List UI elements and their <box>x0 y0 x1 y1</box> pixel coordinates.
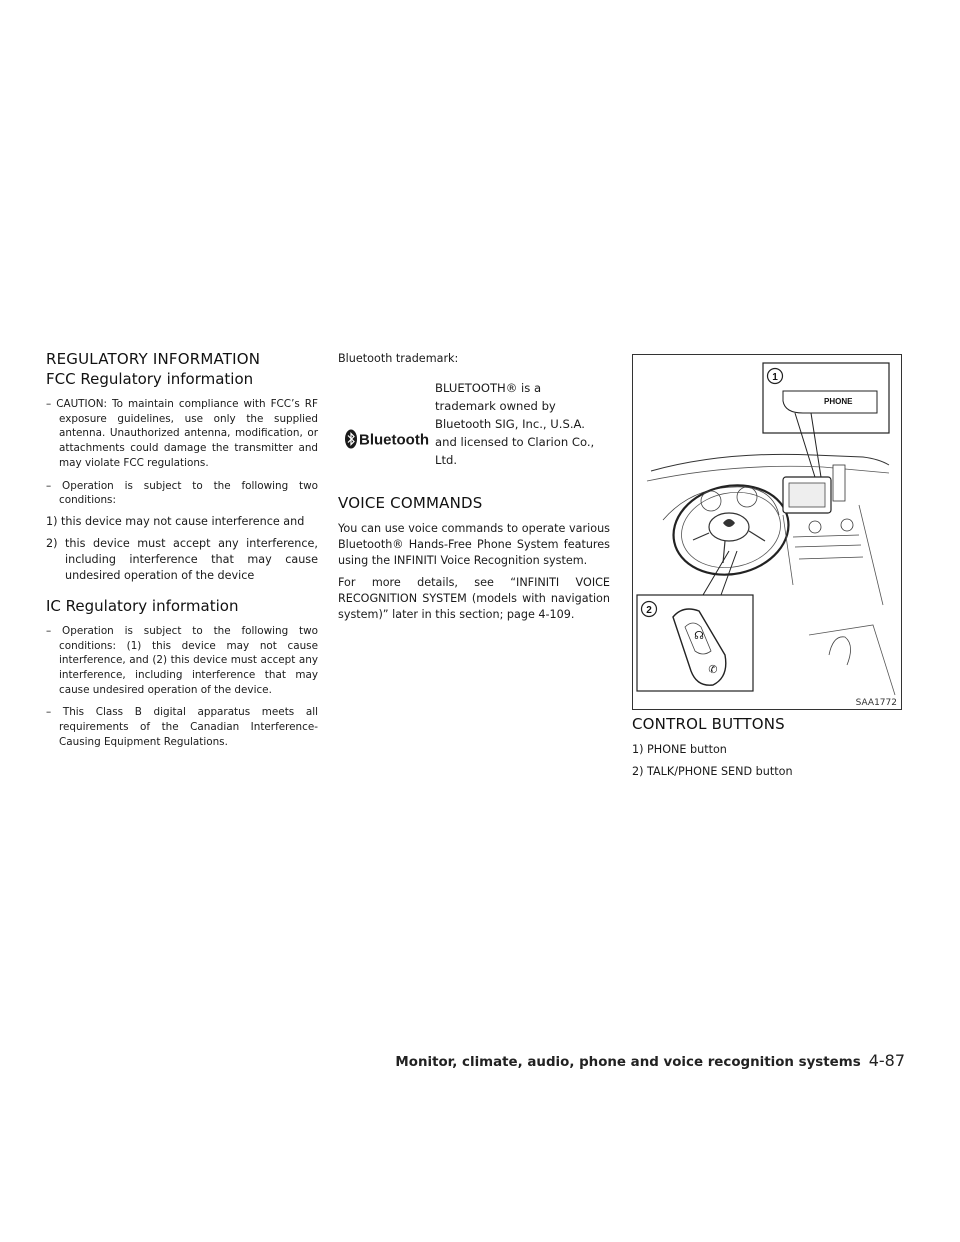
phone-button-label: PHONE <box>824 397 853 406</box>
page-number: 4-87 <box>868 1051 905 1070</box>
callout-1-number: 1 <box>772 372 778 383</box>
control-buttons-figure <box>632 354 902 710</box>
fcc-condition-2: 2) this device must accept any interference, including interference that may cause undesired operation of the device <box>46 536 318 582</box>
page-footer <box>395 1051 905 1070</box>
bluetooth-logo-icon <box>344 429 430 449</box>
voice-commands-reference: For more details, see “INFINITI VOICE RECOGNITION SYSTEM (models with navigation system)” later in this section; page 4-109. <box>338 576 610 621</box>
control-button-item-2: 2) TALK/PHONE SEND button <box>632 765 793 778</box>
bluetooth-intro: Bluetooth trademark: <box>338 352 459 365</box>
dashboard-illustration <box>633 355 901 709</box>
bluetooth-logo-wordmark: Bluetooth <box>359 431 429 449</box>
fcc-condition-1: 1) this device may not cause interference and <box>46 514 305 528</box>
fcc-caution-item: – CAUTION: To maintain compliance with FCC’s RF exposure guidelines, use only the supplied antenna. Unauthorized antenna, modification, or attachments could damage the transmitter and may violate FCC regulations. <box>46 398 318 469</box>
svg-text:✆: ✆ <box>708 663 718 676</box>
control-button-item-1: 1) PHONE button <box>632 743 727 756</box>
figure-code: SAA1772 <box>855 698 897 708</box>
callout-2-number: 2 <box>646 605 652 616</box>
voice-commands-paragraph: You can use voice commands to operate various Bluetooth® Hands-Free Phone System features using the INFINITI Voice Recognition system. <box>338 522 610 567</box>
fcc-heading: FCC Regulatory information <box>46 370 254 388</box>
control-buttons-heading: CONTROL BUTTONS <box>632 715 785 733</box>
fcc-operation-item: – Operation is subject to the following two conditions: <box>46 479 318 507</box>
section-title: Monitor, climate, audio, phone and voice recognition systems <box>395 1055 861 1070</box>
ic-operation-item: – Operation is subject to the following two conditions: (1) this device may not cause interference, and (2) this device must accept any interference, including interference that may cause undesired operation of the device. <box>46 624 318 696</box>
ic-heading: IC Regulatory information <box>46 596 239 615</box>
bluetooth-trademark-note: BLUETOOTH® is a trademark owned by Bluetooth SIG, Inc., U.S.A. and licensed to Clarion Co., Ltd. <box>435 381 595 467</box>
left-column <box>46 349 318 750</box>
regulatory-heading: REGULATORY INFORMATION <box>46 350 261 368</box>
middle-column <box>338 349 610 623</box>
bluetooth-logo <box>344 429 430 449</box>
voice-commands-heading: VOICE COMMANDS <box>338 494 483 512</box>
svg-text:☊: ☊ <box>694 629 704 642</box>
right-column <box>632 714 904 780</box>
bluetooth-trademark-block <box>338 377 610 489</box>
ic-class-b-item: – This Class B digital apparatus meets all requirements of the Canadian Interference-Causing Equipment Regulations. <box>46 706 318 748</box>
